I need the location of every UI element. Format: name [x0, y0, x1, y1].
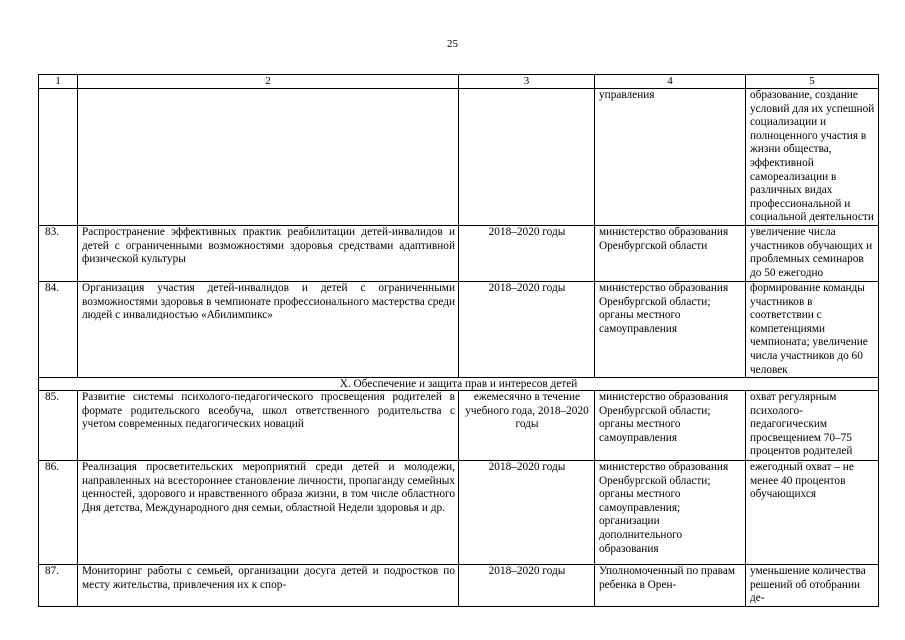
period-cell: 2018–2020 годы	[459, 281, 595, 377]
header-col-4: 4	[595, 75, 746, 89]
period-cell: 2018–2020 годы	[459, 225, 595, 281]
executor-cell: Уполномоченный по правам ребенка в Орен-	[595, 565, 746, 607]
header-col-2: 2	[78, 75, 459, 89]
row-number: 85.	[39, 391, 78, 461]
activity-cell: Мониторинг работы с семьей, организации досуга детей и подростков по месту жительства, привлечения их к спор-	[78, 565, 459, 607]
activity-cell: Организация участия детей-инвалидов и детей с ограниченными возможностями здоровья в чемпионате профессионального мастерства среди людей с инвалидностью «Абилимпикс»	[78, 281, 459, 377]
table-row	[39, 391, 879, 461]
result-cell: охват регулярным психолого-педагогическим просвещением 70–75 процентов родителей	[746, 391, 879, 461]
row-number: 87.	[39, 565, 78, 607]
result-cell: уменьшение количества решений об отобрании де-	[746, 565, 879, 607]
period-cell: 2018–2020 годы	[459, 461, 595, 565]
row-number: 86.	[39, 461, 78, 565]
table-row	[39, 565, 879, 607]
executor-cell: министерство образования Оренбургской области; органы местного самоуправления	[595, 281, 746, 377]
activity-cell: Распространение эффективных практик реабилитации детей-инвалидов и детей с ограниченными возможностями здоровья средствами адаптивной физической культуры	[78, 225, 459, 281]
table-row	[39, 461, 879, 565]
row-number: 84.	[39, 281, 78, 377]
executor-cell: министерство образования Оренбургской области; органы местного самоуправления; организации дополнительного образования	[595, 461, 746, 565]
result-cell: формирование команды участников в соответствии с компетенциями чемпионата; увеличение числа участников до 60 человек	[746, 281, 879, 377]
header-col-3: 3	[459, 75, 595, 89]
result-cell: увеличение числа участников обучающих и проблемных семинаров до 50 ежегодно	[746, 225, 879, 281]
executor-cell: министерство образования Оренбургской области	[595, 225, 746, 281]
result-cell: образование, создание условий для их успешной социализации и полноценного участия в жизни общества, эффективной самореализации в различных видах профессиональной и социальной деятельности	[746, 89, 879, 226]
activity-cell: Развитие системы психолого-педагогического просвещения родителей в формате родительского всеобуча, школ ответственного родительства с учетом современных педагогических новаций	[78, 391, 459, 461]
table-row	[39, 225, 879, 281]
header-col-5: 5	[746, 75, 879, 89]
page-number: 25	[447, 38, 458, 50]
plan-table	[38, 74, 879, 607]
row-number: 83.	[39, 225, 78, 281]
table-row-continuation	[39, 89, 879, 226]
table-header-row	[39, 75, 879, 89]
executor-cell: управления	[595, 89, 746, 226]
section-row	[39, 378, 879, 391]
period-cell: 2018–2020 годы	[459, 565, 595, 607]
executor-cell: министерство образования Оренбургской области; органы местного самоуправления	[595, 391, 746, 461]
period-cell: ежемесячно в течение учебного года, 2018–2020 годы	[459, 391, 595, 461]
section-title: X. Обеспечение и защита прав и интересов детей	[39, 378, 879, 391]
activity-cell: Реализация просветительских мероприятий среди детей и молодежи, направленных на всестороннее становление личности, пропаганду семейных ценностей, здорового и нравственного образа жизни, в том числе областного Дня детства, Международного дня семьи, областной Недели здоровья и др.	[78, 461, 459, 565]
header-col-1: 1	[39, 75, 78, 89]
table-row	[39, 281, 879, 377]
result-cell: ежегодный охват – не менее 40 процентов обучающихся	[746, 461, 879, 565]
